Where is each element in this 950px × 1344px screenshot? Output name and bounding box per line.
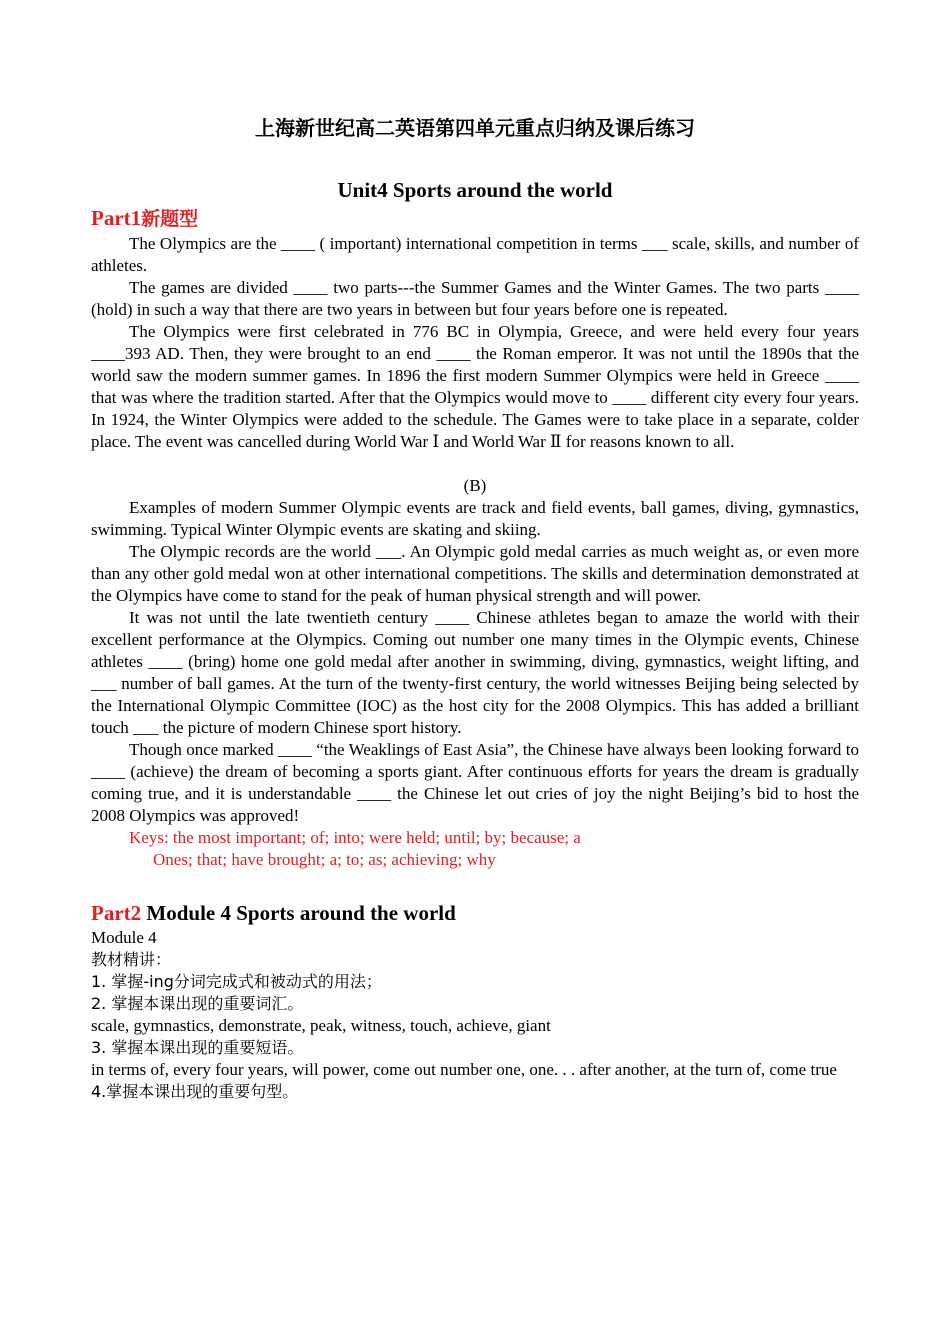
paragraph-a2: The games are divided ____ two parts---the Summer Games and the Winter Games. The two parts ____ (hold) in such a way that there are two years in between but four years before one is repeated. [91, 278, 859, 319]
part2-heading [91, 899, 859, 927]
part2-label: Part2 [91, 901, 142, 925]
paragraph-b2: The Olympic records are the world ___. An Olympic gold medal carries as much weight as, or even more than any other gold medal won at other international competitions. The skills and determination demonstrated at the Olympics have come to stand for the peak of human physical strength and will power. [91, 542, 859, 605]
paragraph-b1: Examples of modern Summer Olympic events are track and field events, ball games, diving, gymnastics, swimming. Typical Winter Olympic events are skating and skiing. [91, 498, 859, 539]
part1-heading [91, 204, 859, 233]
list-item-1: 1. 掌握-ing分词完成式和被动式的用法； [91, 972, 382, 991]
list-item-3: 3. 掌握本课出现的重要短语。 [91, 1038, 304, 1057]
page-title-english: Unit4 Sports around the world [337, 178, 613, 202]
paragraph-b3: It was not until the late twentieth century ____ Chinese athletes began to amaze the world with their excellent performance at the Olympics. Coming out number one many times in the Olympic events, Chinese athletes ____ (bring) home one gold medal after another in swimming, diving, gymnastics, weight lifting, and ___ number of ball games. At the turn of the twenty-first century, the world witnesses Beijing being selected by the International Olympic Committee (IOC) as the host city for the 2008 Olympics. This has added a brilliant touch ___ the picture of modern Chinese sport history. [91, 608, 859, 737]
paragraph-b4: Though once marked ____ “the Weaklings of East Asia”, the Chinese have always been looking forward to ____ (achieve) the dream of becoming a sports giant. After continuous efforts for years the dream is gradually coming true, and it is understandable ____ the Chinese let out cries of joy the night Beijing’s bid to host the 2008 Olympics was approved! [91, 740, 859, 825]
module-label: Module 4 [91, 928, 157, 947]
answer-keys-line2: Ones; that; have brought; a; to; as; achieving; why [153, 850, 496, 869]
phrase-list: in terms of, every four years, will power, come out number one, one. . . after another, at the turn of, come true [91, 1060, 837, 1079]
part1-label: Part1 [91, 206, 142, 230]
list-item-4: 4.掌握本课出现的重要句型。 [91, 1082, 299, 1101]
page-title-chinese: 上海新世纪高二英语第四单元重点归纳及课后练习 [255, 116, 695, 140]
paragraph-a3: The Olympics were first celebrated in 776 BC in Olympia, Greece, and were held every four years ____393 AD. Then, they were brought to an end ____ the Roman emperor. It was not until the 1890s that the world saw the modern summer games. In 1896 the first modern Summer Olympics were held in Greece ____ that was where the tradition started. After that the Olympics would move to ____ different city every four years. In 1924, the Winter Olympics were added to the schedule. The Games were to take place in a separate, colder place. The event was cancelled during World War Ⅰ and World War Ⅱ for reasons known to all. [91, 322, 859, 451]
paragraph-a1: The Olympics are the ____ ( important) international competition in terms ___ scale, skills, and number of athletes. [91, 234, 859, 275]
section-b-label: (B) [463, 476, 487, 495]
document-body [91, 114, 859, 1103]
answer-keys-line1: Keys: the most important; of; into; were held; until; by; because; a [129, 828, 581, 847]
part1-label-cn: 新题型 [141, 208, 199, 230]
textbook-intro: 教材精讲： [91, 950, 172, 969]
part2-title: Module 4 Sports around the world [141, 901, 456, 925]
spacer [91, 453, 859, 475]
vocabulary-list: scale, gymnastics, demonstrate, peak, witness, touch, achieve, giant [91, 1016, 551, 1035]
list-item-2: 2. 掌握本课出现的重要词汇。 [91, 994, 304, 1013]
